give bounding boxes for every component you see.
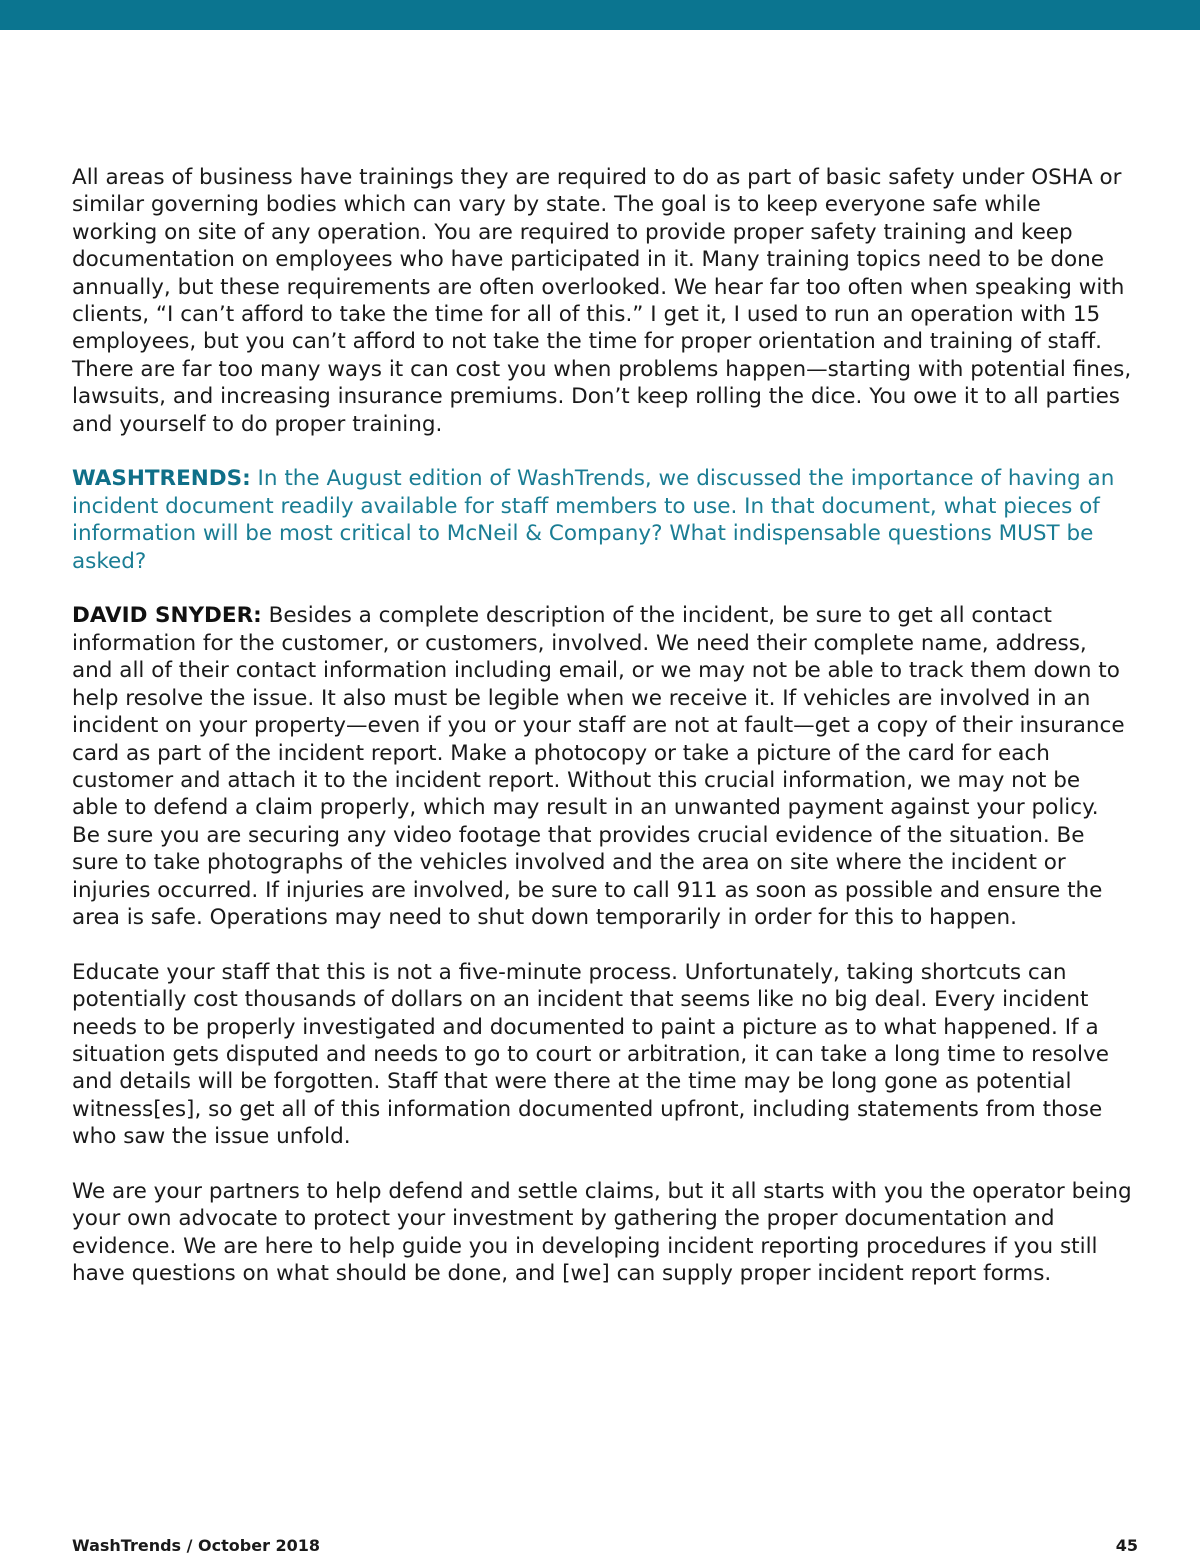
interview-answer bbox=[72, 602, 1132, 931]
article-paragraph-partners: We are your partners to help defend and settle claims, but it all starts with you the operator being your own advocate to protect your investment by gathering the proper documentation and evidence. We are here to help guide you in developing incident reporting procedures if you still have questions on what should be done, and [we] can supply proper incident report forms. bbox=[72, 1178, 1132, 1287]
header-color-bar bbox=[0, 0, 1200, 30]
footer-publication: WashTrends / October 2018 bbox=[72, 1536, 321, 1555]
interview-question bbox=[72, 465, 1132, 575]
page-number: 45 bbox=[1115, 1536, 1138, 1555]
answer-speaker: DAVID SNYDER: bbox=[72, 603, 262, 629]
question-speaker: WASHTRENDS: bbox=[72, 466, 251, 492]
answer-text: Besides a complete description of the incident, be sure to get all contact information for the customer, or customers, involved. We need their complete name, address, and all of their contact information including email, or we may not be able to track them down to help resolve the issue. It also must be legible when we receive it. If vehicles are involved in an incident on your property—even if you or your staff are not at fault—get a copy of their insurance card as part of the incident report. Make a photocopy or take a picture of the card for each customer and attach it to the incident report. Without this crucial information, we may not be able to defend a claim properly, which may result in an unwanted payment against your policy. Be sure you are securing any video footage that provides crucial evidence of the situation. Be sure to take photographs of the vehicles involved and the area on site where the incident or injuries occurred. If injuries are involved, be sure to call 911 as soon as possible and ensure the area is safe. Operations may need to shut down temporarily in order for this to happen. bbox=[72, 603, 1125, 930]
article-paragraph-intro: All areas of business have trainings they are required to do as part of basic safety under OSHA or similar governing bodies which can vary by state. The goal is to keep everyone safe while working on site of any operation. You are required to provide proper safety training and keep documentation on employees who have participated in it. Many training topics need to be done annually, but these requirements are often overlooked. We hear far too often when speaking with clients, “I can’t afford to take the time for all of this.” I get it, I used to run an operation with 15 employees, but you can’t afford to not take the time for proper orientation and training of staff. There are far too many ways it can cost you when problems happen—starting with potential fines, lawsuits, and increasing insurance premiums. Don’t keep rolling the dice. You owe it to all parties and yourself to do proper training. bbox=[72, 165, 1132, 437]
article-body bbox=[72, 164, 1132, 1315]
page-footer bbox=[72, 1536, 1138, 1555]
article-paragraph-educate: Educate your staff that this is not a five-minute process. Unfortunately, taking shortcuts can potentially cost thousands of dollars on an incident that seems like no big deal. Every incident needs to be properly investigated and documented to paint a picture as to what happened. If a situation gets disputed and needs to go to court or arbitration, it can take a long time to resolve and details will be forgotten. Staff that were there at the time may be long gone as potential witness[es], so get all of this information documented upfront, including statements from those who saw the issue unfold. bbox=[72, 959, 1109, 1150]
question-text: In the August edition of WashTrends, we discussed the importance of having an incident document readily available for staff members to use. In that document, what pieces of information will be most critical to McNeil & Company? What indispensable questions MUST be asked? bbox=[72, 466, 1115, 574]
